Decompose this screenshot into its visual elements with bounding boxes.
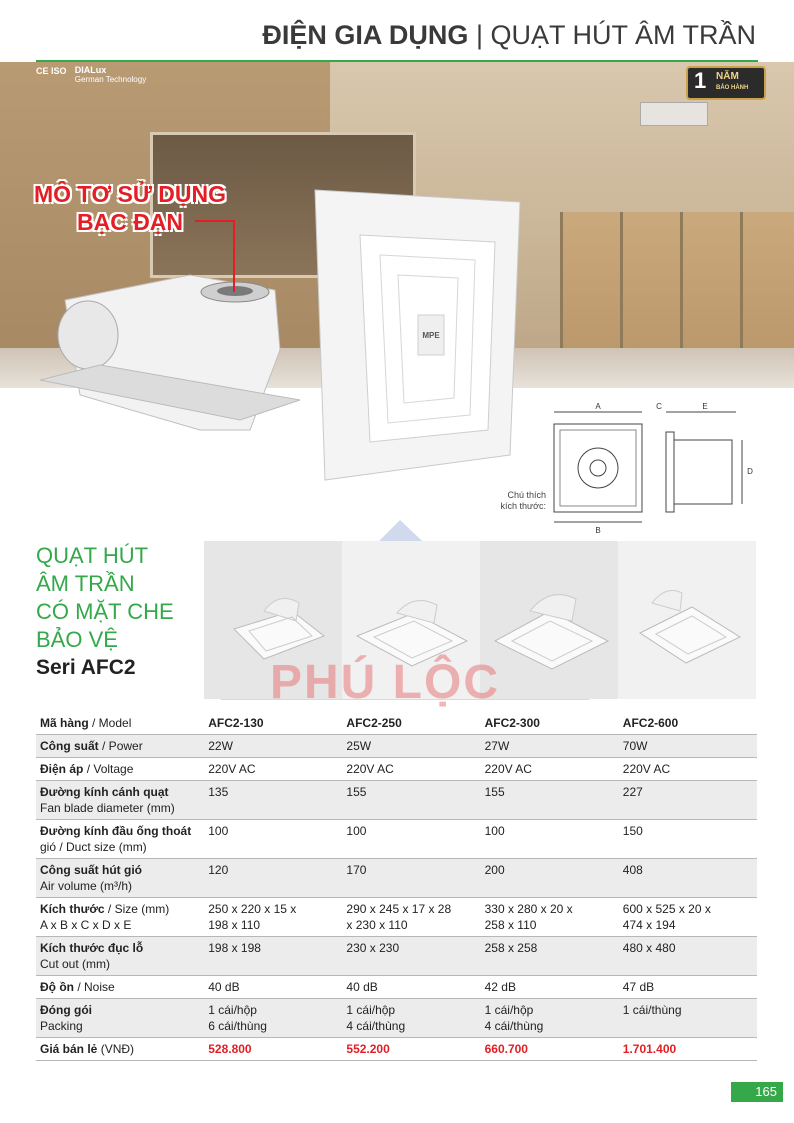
- dimension-diagram: [488, 396, 768, 536]
- cell-value: 100: [481, 820, 619, 859]
- row-label-en: / Model: [92, 716, 132, 730]
- row-label: [36, 859, 204, 898]
- warranty-sub: BẢO HÀNH: [716, 85, 749, 91]
- row-label: [36, 712, 204, 735]
- series-title-line: ÂM TRẦN: [36, 571, 135, 596]
- row-label-vi: Giá bán lẻ: [40, 1042, 98, 1056]
- series-title: [36, 542, 174, 654]
- model-image-afc2-600: [618, 541, 756, 699]
- row-label: [36, 820, 204, 859]
- dim-label-a: A: [595, 402, 601, 411]
- row-label-vi: Đóng gói: [40, 1003, 92, 1017]
- model-image-afc2-300: [480, 541, 618, 699]
- cell-value: 170: [342, 859, 480, 898]
- cell-value: 290 x 245 x 17 x 28 x 230 x 110: [342, 898, 480, 937]
- dialux-label: DIALux: [74, 65, 107, 75]
- model-code: AFC2-300: [481, 712, 619, 735]
- row-label-sub: A x B x C x D x E: [40, 918, 132, 932]
- cell-value: 150: [619, 820, 757, 859]
- cell-value: 330 x 280 x 20 x 258 x 110: [481, 898, 619, 937]
- dim-label-e: E: [702, 402, 708, 411]
- cell-value: 258 x 258: [481, 937, 619, 976]
- cell-value: 135: [204, 781, 342, 820]
- row-label-vi: Mã hàng: [40, 716, 89, 730]
- grille-brand: MPE: [422, 331, 440, 340]
- callout-pointer: [195, 220, 235, 222]
- cell-value: 22W: [204, 735, 342, 758]
- price-value: 552.200: [342, 1038, 480, 1061]
- table-row-size: [36, 898, 757, 937]
- row-label-vi: Đường kính đầu ống thoát: [40, 824, 192, 838]
- row-label: [36, 781, 204, 820]
- model-code: AFC2-600: [619, 712, 757, 735]
- price-value: 1.701.400: [619, 1038, 757, 1061]
- row-label-vi: Công suất hút gió: [40, 863, 142, 877]
- table-row-voltage: [36, 758, 757, 781]
- price-value: 660.700: [481, 1038, 619, 1061]
- row-label-vi: Độ ồn: [40, 980, 74, 994]
- spec-table: [36, 712, 757, 1061]
- row-label-vi: Điện áp: [40, 762, 84, 776]
- watermark-text: PHÚ LỘC: [270, 656, 500, 709]
- dimension-note-line2: kích thước:: [500, 501, 546, 511]
- ceiling-vent-image: [640, 102, 708, 126]
- row-label-sub: gió / Duct size (mm): [40, 840, 147, 854]
- page-number: 165: [731, 1082, 783, 1102]
- table-row-packing: [36, 999, 757, 1038]
- warranty-number: 1: [694, 68, 707, 93]
- row-label-sub: Packing: [40, 1019, 83, 1033]
- row-label-en: / Voltage: [86, 762, 134, 776]
- cell-value: 250 x 220 x 15 x 198 x 110: [204, 898, 342, 937]
- cell-value: 600 x 525 x 20 x 474 x 194: [619, 898, 757, 937]
- callout-line1: MÔ TƠ SỬ DỤNG: [33, 181, 227, 207]
- row-label-vi: Kích thước: [40, 902, 105, 916]
- dim-label-b: B: [595, 526, 601, 535]
- row-label-vi: Kích thước đục lỗ: [40, 941, 144, 955]
- price-value: 528.800: [204, 1038, 342, 1061]
- header-category-thin: QUẠT HÚT ÂM TRẦN: [490, 20, 756, 50]
- table-row-blade-diameter: [36, 781, 757, 820]
- series-name: Seri AFC2: [36, 656, 136, 679]
- cell-value: 40 dB: [204, 976, 342, 999]
- cell-value: 100: [342, 820, 480, 859]
- callout-pointer: [233, 220, 235, 292]
- series-title-line: BẢO VỆ: [36, 627, 118, 652]
- warranty-badge: [686, 66, 766, 100]
- callout-line2: BẠC ĐẠN: [76, 209, 184, 235]
- dim-label-d: D: [747, 467, 753, 476]
- header-separator: |: [475, 20, 483, 50]
- cell-value: 42 dB: [481, 976, 619, 999]
- cell-value: 27W: [481, 735, 619, 758]
- cell-value: 120: [204, 859, 342, 898]
- cell-value: 200: [481, 859, 619, 898]
- cell-value: 155: [342, 781, 480, 820]
- table-row-air-volume: [36, 859, 757, 898]
- motor-callout: [30, 180, 230, 236]
- cell-value: 220V AC: [342, 758, 480, 781]
- header-category-bold: ĐIỆN GIA DỤNG: [262, 20, 469, 50]
- dimension-note: [490, 490, 546, 512]
- row-label-vi: Đường kính cánh quạt: [40, 785, 169, 799]
- row-label: [36, 898, 204, 937]
- row-label: [36, 735, 204, 758]
- row-label-sub: Fan blade diameter (mm): [40, 801, 175, 815]
- cell-value: 40 dB: [342, 976, 480, 999]
- table-row-duct-size: [36, 820, 757, 859]
- cell-value: 25W: [342, 735, 480, 758]
- model-code: AFC2-250: [342, 712, 480, 735]
- row-label-en: / Power: [102, 739, 143, 753]
- table-row-cut-out: [36, 937, 757, 976]
- cell-value: 70W: [619, 735, 757, 758]
- cell-value: 230 x 230: [342, 937, 480, 976]
- row-label-en: / Noise: [77, 980, 115, 994]
- row-label-en: (VNĐ): [100, 1042, 135, 1056]
- page-header-title: [262, 20, 756, 51]
- row-label-sub: Cut out (mm): [40, 957, 111, 971]
- model-code: AFC2-130: [204, 712, 342, 735]
- series-title-line: QUẠT HÚT: [36, 543, 149, 568]
- cell-value: 1 cái/hộp 4 cái/thùng: [342, 999, 480, 1038]
- table-row-price: [36, 1038, 757, 1061]
- cell-value: 198 x 198: [204, 937, 342, 976]
- series-title-line: CÓ MẶT CHE: [36, 599, 174, 624]
- cell-value: 155: [481, 781, 619, 820]
- cell-value: 1 cái/hộp 4 cái/thùng: [481, 999, 619, 1038]
- certifications: [36, 66, 146, 84]
- cell-value: 220V AC: [204, 758, 342, 781]
- row-label-en: / Size (mm): [107, 902, 170, 916]
- german-tech-label: German Technology: [74, 75, 147, 84]
- row-label: [36, 999, 204, 1038]
- cell-value: 220V AC: [619, 758, 757, 781]
- warranty-word: NĂM: [716, 71, 739, 82]
- row-label: [36, 976, 204, 999]
- dim-label-c: C: [656, 402, 662, 411]
- cell-value: 1 cái/hộp 6 cái/thùng: [204, 999, 342, 1038]
- cell-value: 1 cái/thùng: [619, 999, 757, 1038]
- cert-logos: CE ISO: [36, 66, 67, 76]
- table-header-row: [36, 712, 757, 735]
- table-row-power: [36, 735, 757, 758]
- cell-value: 227: [619, 781, 757, 820]
- table-row-noise: [36, 976, 757, 999]
- cell-value: 100: [204, 820, 342, 859]
- row-label-sub: Air volume (m³/h): [40, 879, 133, 893]
- cell-value: 47 dB: [619, 976, 757, 999]
- row-label: [36, 1038, 204, 1061]
- row-label: [36, 758, 204, 781]
- dimension-note-line1: Chú thích: [507, 490, 546, 500]
- cell-value: 408: [619, 859, 757, 898]
- cell-value: 220V AC: [481, 758, 619, 781]
- row-label: [36, 937, 204, 976]
- cell-value: 480 x 480: [619, 937, 757, 976]
- row-label-vi: Công suất: [40, 739, 99, 753]
